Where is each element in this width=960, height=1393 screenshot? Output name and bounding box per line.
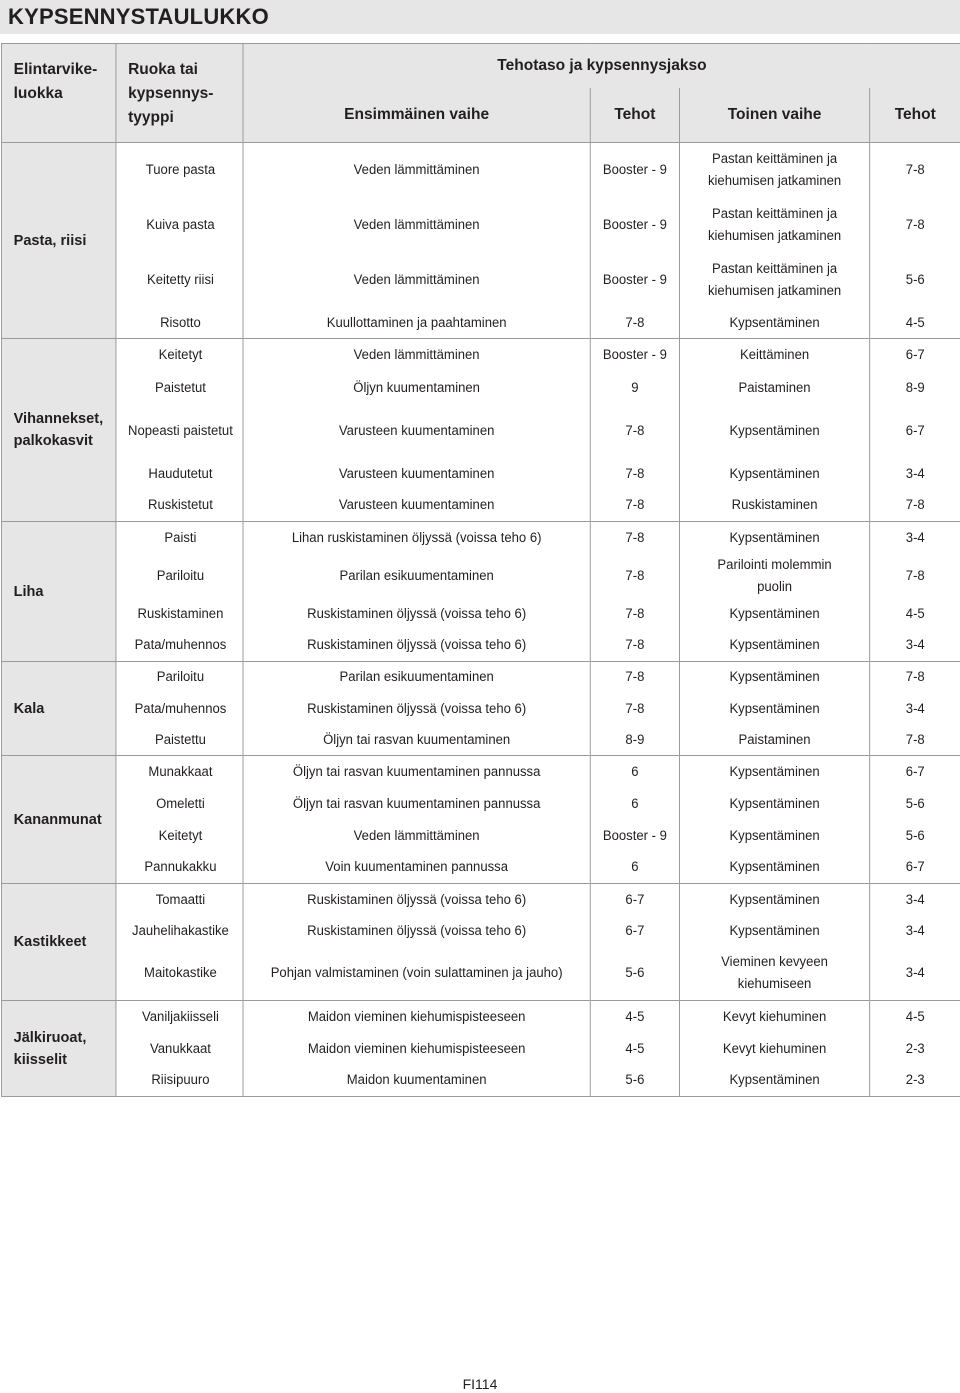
- cell-type: Pariloitu: [116, 554, 243, 598]
- table-row: [1, 630, 960, 662]
- cell-first: Ruskistaminen öljyssä (voissa teho 6): [243, 630, 590, 662]
- table-row: [1, 490, 960, 522]
- cell-p1: 5-6: [590, 947, 679, 1001]
- cell-first: Ruskistaminen öljyssä (voissa teho 6): [243, 916, 590, 947]
- cell-first: Veden lämmittäminen: [243, 253, 590, 308]
- cell-p1: 9: [590, 372, 679, 404]
- cell-first: Varusteen kuumentaminen: [243, 490, 590, 522]
- cell-p2: 7-8: [870, 143, 960, 198]
- cell-p1: 7-8: [590, 598, 679, 630]
- category-cell: Kananmunat: [1, 756, 115, 884]
- cell-p2: 7-8: [870, 725, 960, 756]
- table-row: [1, 788, 960, 820]
- table-row: [1, 1033, 960, 1065]
- cell-second: Pastan keittäminen ja kiehumisen jatkaminen: [680, 143, 870, 198]
- cell-p2: 7-8: [870, 490, 960, 522]
- cell-p1: 6: [590, 756, 679, 788]
- cell-first: Veden lämmittäminen: [243, 820, 590, 852]
- cell-second: Pastan keittäminen ja kiehumisen jatkaminen: [680, 198, 870, 253]
- header-group: Tehotaso ja kypsennysjakso: [243, 44, 960, 89]
- cell-p1: 7-8: [590, 490, 679, 522]
- cell-p1: 4-5: [590, 1001, 679, 1033]
- cell-p1: Booster - 9: [590, 198, 679, 253]
- cell-second: Kypsentäminen: [680, 756, 870, 788]
- table-body: [1, 143, 960, 1097]
- cell-second: Keittäminen: [680, 339, 870, 372]
- header-type: Ruoka tai kypsennys-tyyppi: [116, 44, 243, 143]
- cell-p1: 7-8: [590, 630, 679, 662]
- cell-type: Keitetyt: [116, 339, 243, 372]
- cell-first: Öljyn kuumentaminen: [243, 372, 590, 404]
- cell-second: Pastan keittäminen ja kiehumisen jatkaminen: [680, 253, 870, 308]
- cell-type: Vaniljakiisseli: [116, 1001, 243, 1033]
- cell-type: Keitetty riisi: [116, 253, 243, 308]
- header-category: Elintarvike-luokka: [1, 44, 115, 143]
- category-cell: Liha: [1, 522, 115, 662]
- table-row: [1, 947, 960, 1001]
- cell-second: Paistaminen: [680, 372, 870, 404]
- cell-p1: Booster - 9: [590, 143, 679, 198]
- cell-first: Voin kuumentaminen pannussa: [243, 852, 590, 884]
- cell-second: Kevyt kiehuminen: [680, 1001, 870, 1033]
- cell-p1: Booster - 9: [590, 253, 679, 308]
- cell-p1: 5-6: [590, 1065, 679, 1097]
- cell-first: Öljyn tai rasvan kuumentaminen pannussa: [243, 788, 590, 820]
- cell-p2: 7-8: [870, 554, 960, 598]
- cell-type: Maitokastike: [116, 947, 243, 1001]
- cell-type: Tomaatti: [116, 884, 243, 916]
- header-second-phase: Toinen vaihe: [680, 88, 870, 143]
- cell-second: Kypsentäminen: [680, 522, 870, 554]
- cell-type: Ruskistetut: [116, 490, 243, 522]
- table-row: [1, 522, 960, 554]
- cell-type: Paisti: [116, 522, 243, 554]
- cell-p1: 6-7: [590, 884, 679, 916]
- cell-p2: 3-4: [870, 916, 960, 947]
- cell-p2: 2-3: [870, 1065, 960, 1097]
- table-row: [1, 1001, 960, 1033]
- cell-first: Varusteen kuumentaminen: [243, 458, 590, 490]
- table-row: [1, 725, 960, 756]
- cell-first: Ruskistaminen öljyssä (voissa teho 6): [243, 693, 590, 725]
- cell-second: Kypsentäminen: [680, 404, 870, 458]
- table-row: [1, 198, 960, 253]
- cell-type: Munakkaat: [116, 756, 243, 788]
- cell-p2: 7-8: [870, 662, 960, 693]
- cell-second: Paistaminen: [680, 725, 870, 756]
- table-row: [1, 1065, 960, 1097]
- table-row: [1, 852, 960, 884]
- cell-second: Parilointi molemmin puolin: [680, 554, 870, 598]
- cell-p2: 6-7: [870, 404, 960, 458]
- cell-type: Pata/muhennos: [116, 630, 243, 662]
- table-row: [1, 308, 960, 339]
- cell-type: Riisipuuro: [116, 1065, 243, 1097]
- cell-p1: 7-8: [590, 404, 679, 458]
- cell-type: Nopeasti paistetut: [116, 404, 243, 458]
- cell-p2: 4-5: [870, 598, 960, 630]
- cell-second: Kevyt kiehuminen: [680, 1033, 870, 1065]
- cell-p2: 4-5: [870, 308, 960, 339]
- header-power-2: Tehot: [870, 88, 960, 143]
- cell-type: Omeletti: [116, 788, 243, 820]
- category-cell: Kastikkeet: [1, 884, 115, 1001]
- cell-first: Kuullottaminen ja paahtaminen: [243, 308, 590, 339]
- cell-type: Tuore pasta: [116, 143, 243, 198]
- cell-p2: 6-7: [870, 852, 960, 884]
- cell-type: Haudutetut: [116, 458, 243, 490]
- cell-type: Jauhelihakastike: [116, 916, 243, 947]
- cell-p2: 3-4: [870, 884, 960, 916]
- header-power-1: Tehot: [590, 88, 679, 143]
- table-row: [1, 372, 960, 404]
- header-first-phase: Ensimmäinen vaihe: [243, 88, 590, 143]
- cell-second: Kypsentäminen: [680, 308, 870, 339]
- cell-first: Pohjan valmistaminen (voin sulattaminen ja jauho): [243, 947, 590, 1001]
- cell-second: Vieminen kevyeen kiehumiseen: [680, 947, 870, 1001]
- cell-p1: 7-8: [590, 522, 679, 554]
- cell-first: Maidon vieminen kiehumispisteeseen: [243, 1001, 590, 1033]
- cell-first: Parilan esikuumentaminen: [243, 662, 590, 693]
- cell-second: Kypsentäminen: [680, 458, 870, 490]
- cell-type: Vanukkaat: [116, 1033, 243, 1065]
- cell-type: Paistetut: [116, 372, 243, 404]
- cell-p1: 7-8: [590, 308, 679, 339]
- cell-first: Varusteen kuumentaminen: [243, 404, 590, 458]
- cell-second: Kypsentäminen: [680, 598, 870, 630]
- cell-p1: Booster - 9: [590, 339, 679, 372]
- cell-p1: 4-5: [590, 1033, 679, 1065]
- cell-p1: 8-9: [590, 725, 679, 756]
- cell-first: Maidon vieminen kiehumispisteeseen: [243, 1033, 590, 1065]
- cell-second: Kypsentäminen: [680, 884, 870, 916]
- cell-first: Veden lämmittäminen: [243, 198, 590, 253]
- table-row: [1, 404, 960, 458]
- cell-second: Kypsentäminen: [680, 852, 870, 884]
- cell-p1: 6-7: [590, 916, 679, 947]
- cell-p1: 7-8: [590, 693, 679, 725]
- cell-type: Paistettu: [116, 725, 243, 756]
- category-cell: Jälkiruoat, kiisselit: [1, 1001, 115, 1097]
- cell-p2: 7-8: [870, 198, 960, 253]
- table-row: [1, 458, 960, 490]
- category-cell: Kala: [1, 662, 115, 756]
- table-row: [1, 598, 960, 630]
- cell-p1: 7-8: [590, 554, 679, 598]
- category-cell: Vihannekset, palkokasvit: [1, 339, 115, 522]
- table-row: [1, 662, 960, 693]
- cell-p1: 7-8: [590, 458, 679, 490]
- cell-p1: 6: [590, 852, 679, 884]
- table-row: [1, 820, 960, 852]
- cell-p2: 2-3: [870, 1033, 960, 1065]
- cell-p2: 6-7: [870, 339, 960, 372]
- cell-p1: 6: [590, 788, 679, 820]
- table-row: [1, 339, 960, 372]
- cell-p2: 5-6: [870, 788, 960, 820]
- cell-first: Veden lämmittäminen: [243, 143, 590, 198]
- cell-type: Pata/muhennos: [116, 693, 243, 725]
- category-cell: Pasta, riisi: [1, 143, 115, 339]
- cell-second: Ruskistaminen: [680, 490, 870, 522]
- cell-p2: 3-4: [870, 630, 960, 662]
- cell-first: Lihan ruskistaminen öljyssä (voissa teho 6): [243, 522, 590, 554]
- cell-type: Keitetyt: [116, 820, 243, 852]
- cell-type: Risotto: [116, 308, 243, 339]
- page-title: KYPSENNYSTAULUKKO: [0, 0, 960, 34]
- cell-first: Ruskistaminen öljyssä (voissa teho 6): [243, 884, 590, 916]
- cell-p2: 3-4: [870, 458, 960, 490]
- cell-p2: 5-6: [870, 253, 960, 308]
- cooking-table: [1, 43, 960, 1097]
- cell-second: Kypsentäminen: [680, 820, 870, 852]
- cell-type: Pannukakku: [116, 852, 243, 884]
- table-row: [1, 916, 960, 947]
- cell-p1: Booster - 9: [590, 820, 679, 852]
- cell-second: Kypsentäminen: [680, 693, 870, 725]
- cell-second: Kypsentäminen: [680, 916, 870, 947]
- cell-second: Kypsentäminen: [680, 662, 870, 693]
- table-row: [1, 554, 960, 598]
- cell-p2: 4-5: [870, 1001, 960, 1033]
- cell-p2: 8-9: [870, 372, 960, 404]
- cell-p2: 6-7: [870, 756, 960, 788]
- cell-first: Öljyn tai rasvan kuumentaminen: [243, 725, 590, 756]
- cell-p2: 5-6: [870, 820, 960, 852]
- header-row-top: [1, 44, 960, 89]
- cell-p2: 3-4: [870, 693, 960, 725]
- cell-p1: 7-8: [590, 662, 679, 693]
- table-row: [1, 253, 960, 308]
- cell-p2: 3-4: [870, 522, 960, 554]
- cell-first: Ruskistaminen öljyssä (voissa teho 6): [243, 598, 590, 630]
- cell-first: Maidon kuumentaminen: [243, 1065, 590, 1097]
- cell-first: Parilan esikuumentaminen: [243, 554, 590, 598]
- table-row: [1, 143, 960, 198]
- cell-p2: 3-4: [870, 947, 960, 1001]
- cell-first: Öljyn tai rasvan kuumentaminen pannussa: [243, 756, 590, 788]
- cell-second: Kypsentäminen: [680, 630, 870, 662]
- cell-second: Kypsentäminen: [680, 788, 870, 820]
- cell-type: Kuiva pasta: [116, 198, 243, 253]
- cell-first: Veden lämmittäminen: [243, 339, 590, 372]
- table-row: [1, 693, 960, 725]
- cell-type: Ruskistaminen: [116, 598, 243, 630]
- table-row: [1, 884, 960, 916]
- page-number: FI114: [462, 1376, 498, 1392]
- cell-type: Pariloitu: [116, 662, 243, 693]
- table-row: [1, 756, 960, 788]
- cell-second: Kypsentäminen: [680, 1065, 870, 1097]
